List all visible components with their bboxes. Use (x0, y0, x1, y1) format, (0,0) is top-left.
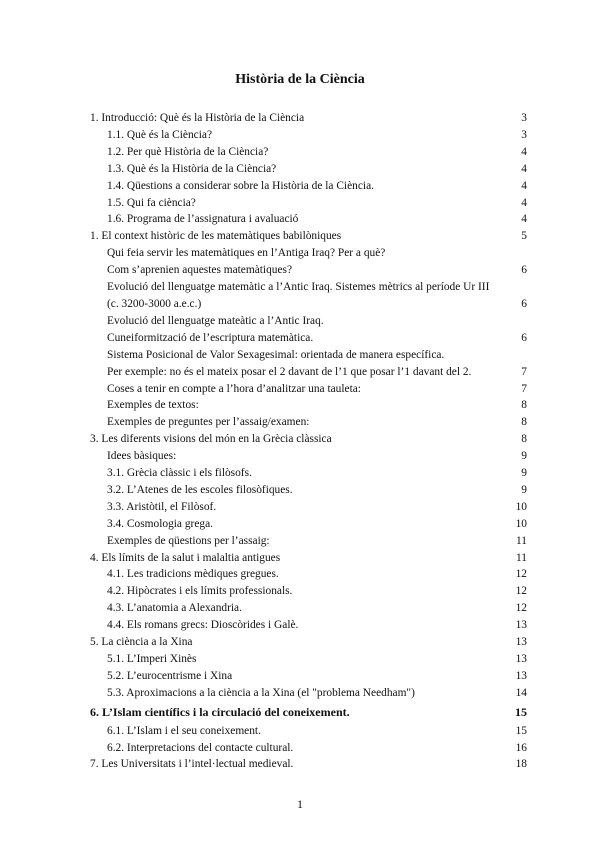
toc-entry-page: 4 (521, 213, 527, 226)
toc-entry[interactable] (90, 516, 527, 533)
toc-entry[interactable] (90, 668, 527, 685)
toc-entry-page: 14 (515, 686, 527, 699)
toc-entry-page: 6 (521, 264, 527, 277)
toc-entry-text: 3.2. L’Atenes de les escoles filosòfiques. (107, 483, 293, 496)
toc-entry-text: Qui feia servir les matemàtiques en l’Antiga Iraq? Per a què? (107, 247, 386, 260)
toc-entry-text: 6. L’Islam científics i la circulació del coneixement. (90, 704, 350, 719)
toc-entry[interactable] (90, 651, 527, 668)
toc-entry-text: 5.2. L’eurocentrisme i Xina (107, 669, 233, 682)
toc-entry-page: 6 (521, 331, 527, 344)
toc-entry-text: 1.2. Per què Història de la Ciència? (107, 145, 269, 158)
toc-entry-page: 4 (521, 196, 527, 209)
toc-entry[interactable] (90, 364, 527, 381)
toc-entry[interactable] (90, 262, 527, 279)
toc-entry-page: 4 (521, 179, 527, 192)
toc-entry[interactable] (90, 228, 527, 245)
toc-entry-page: 9 (521, 483, 527, 496)
toc-entry-page: 10 (515, 500, 527, 513)
toc-entry-text: Per exemple: no és el mateix posar el 2 davant de l’1 que posar l’1 davant del 2. (107, 365, 472, 378)
toc-entry-page: 18 (515, 758, 527, 771)
toc-entry[interactable] (90, 566, 527, 583)
toc-entry-page: 8 (521, 433, 527, 446)
page-number: 1 (297, 797, 303, 811)
toc-entry-text: Exemples de preguntes per l’assaig/examen: (107, 416, 310, 429)
toc-entry-text: 1.3. Què és la Història de la Ciència? (107, 162, 277, 175)
toc-entry-text: 4. Els límits de la salut i malaltia antigues (90, 551, 281, 564)
toc-entry-text: 3.4. Cosmologia grega. (107, 517, 213, 530)
toc-entry-page: 13 (515, 636, 527, 649)
toc-entry[interactable] (90, 414, 527, 431)
toc-entry-text: Cuneiformització de l’escriptura matemàtica. (107, 331, 314, 344)
toc-entry[interactable] (90, 110, 527, 127)
toc-entry-text: Idees bàsiques: (107, 450, 177, 463)
toc-entry-page: 13 (515, 619, 527, 632)
toc-entry[interactable] (90, 583, 527, 600)
toc-entry[interactable] (90, 245, 527, 262)
toc-entry[interactable] (90, 195, 527, 212)
toc-entry-text: 5. La ciència a la Xina (90, 636, 193, 649)
table-of-contents (90, 110, 527, 773)
toc-entry-page: 15 (515, 704, 527, 719)
toc-entry-text: 1.1. Què és la Ciència? (107, 128, 213, 141)
toc-entry-text: 4.3. L’anatomia a Alexandria. (107, 602, 242, 615)
toc-entry-page: 7 (521, 382, 527, 395)
toc-entry-page: 12 (515, 568, 527, 581)
toc-entry-page: 12 (515, 585, 527, 598)
toc-entry-text: Com s’aprenien aquestes matemàtiques? (107, 264, 293, 277)
toc-entry-page: 11 (516, 551, 527, 564)
toc-entry-text: Coses a tenir en compte a l’hora d’analitzar una tauleta: (107, 382, 361, 395)
toc-entry-text: 7. Les Universitats i l’intel·lectual medieval. (90, 758, 294, 771)
toc-entry-page: 4 (521, 162, 527, 175)
toc-entry[interactable] (90, 313, 527, 330)
toc-entry[interactable] (90, 279, 527, 313)
toc-entry-text: Exemples de qüestions per l’assaig: (107, 534, 270, 547)
toc-entry[interactable] (90, 499, 527, 516)
toc-entry-text: 3. Les diferents visions del món en la Grècia clàssica (90, 433, 332, 446)
toc-entry[interactable] (90, 617, 527, 634)
toc-entry-text: 6.1. L’Islam i el seu coneixement. (107, 724, 261, 737)
toc-entry-text: 1.6. Programa de l’assignatura i avaluació (107, 213, 299, 226)
toc-entry-page: 8 (521, 416, 527, 429)
toc-entry[interactable] (90, 704, 527, 721)
toc-entry-text: 1.5. Qui fa ciència? (107, 196, 196, 209)
toc-entry[interactable] (90, 723, 527, 740)
toc-entry-page: 4 (521, 145, 527, 158)
toc-entry[interactable] (90, 347, 527, 364)
toc-entry-page: 13 (515, 669, 527, 682)
toc-entry[interactable] (90, 161, 527, 178)
toc-entry-text: 1. El context històric de les matemàtiques babilòniques (90, 230, 342, 243)
toc-entry-page: 13 (515, 653, 527, 665)
toc-entry[interactable] (90, 740, 527, 757)
toc-entry-text: Evolució del llenguatge matemàtic a l’Antic Iraq. Sistemes mètrics al període Ur III (c. 3200-3000 a.e.c.) (107, 281, 490, 310)
toc-entry-page: 12 (515, 602, 527, 615)
toc-entry-text: Evolució del llenguatge mateàtic a l’Antic Iraq. (107, 314, 324, 327)
toc-entry[interactable] (90, 600, 527, 617)
toc-entry-page: 8 (521, 399, 527, 412)
toc-entry-text: 3.1. Grècia clàssic i els filòsofs. (107, 467, 252, 480)
toc-entry[interactable] (90, 381, 527, 398)
toc-entry[interactable] (90, 431, 527, 448)
toc-entry-text: 5.3. Aproximacions a la ciència a la Xina (el "problema Needham") (107, 686, 415, 699)
toc-entry[interactable] (90, 482, 527, 499)
toc-entry-page: 9 (521, 467, 527, 480)
toc-entry-page: 9 (521, 450, 527, 463)
toc-entry-text: 1. Introducció: Què és la Història de la Ciència (90, 112, 305, 124)
toc-entry-text: 4.4. Els romans grecs: Dioscòrides i Galè. (107, 619, 299, 632)
toc-entry-text: 3.3. Aristòtil, el Filòsof. (107, 500, 217, 513)
toc-entry-text: 5.1. L’Imperi Xinès (107, 653, 197, 665)
toc-entry[interactable] (90, 330, 527, 347)
toc-entry[interactable] (90, 465, 527, 482)
document-title: Història de la Ciència (235, 72, 365, 87)
toc-entry[interactable] (90, 397, 527, 414)
toc-entry-text: 4.2. Hipòcrates i els límits professionals. (107, 585, 293, 598)
toc-entry-page: 6 (521, 297, 527, 310)
toc-entry[interactable] (90, 533, 527, 550)
toc-entry-page: 15 (515, 724, 527, 737)
toc-entry-page: 16 (515, 741, 527, 754)
toc-entry-page: 7 (521, 365, 527, 378)
toc-entry[interactable] (90, 144, 527, 161)
toc-entry-page: 3 (521, 112, 527, 124)
toc-entry[interactable] (90, 550, 527, 567)
toc-entry-text: Exemples de textos: (107, 399, 199, 412)
toc-entry-text: 1.4. Qüestions a considerar sobre la Història de la Ciència. (107, 179, 374, 192)
toc-entry-text: 4.1. Les tradicions mèdiques gregues. (107, 568, 279, 581)
toc-entry-text: Sistema Posicional de Valor Sexagesimal: orientada de manera específica. (107, 348, 445, 361)
toc-entry[interactable] (90, 178, 527, 195)
toc-entry[interactable] (90, 685, 527, 702)
toc-entry-page: 3 (521, 128, 527, 141)
toc-entry[interactable] (90, 127, 527, 144)
toc-entry-page: 11 (516, 534, 527, 547)
toc-entry-page: 5 (521, 230, 527, 243)
toc-entry[interactable] (90, 634, 527, 651)
toc-entry-page: 10 (515, 517, 527, 530)
toc-entry[interactable] (90, 448, 527, 465)
toc-entry[interactable] (90, 756, 527, 773)
toc-entry-text: 6.2. Interpretacions del contacte cultural. (107, 741, 294, 754)
toc-entry[interactable] (90, 211, 527, 228)
